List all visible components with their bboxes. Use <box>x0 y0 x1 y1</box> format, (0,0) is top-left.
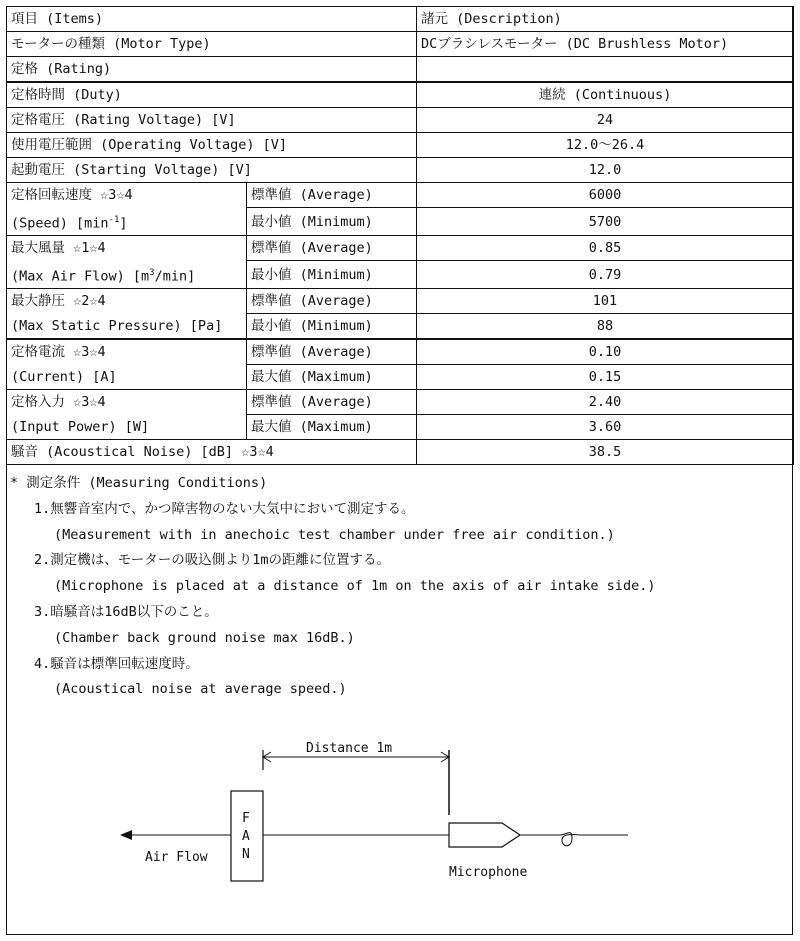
microphone-cable <box>520 833 628 846</box>
current-maximum-label: 最大値 (Maximum) <box>247 365 417 390</box>
airflow-label: 最大風量 ☆1☆4 <box>7 236 247 261</box>
table-row <box>7 183 794 208</box>
speed-minimum-value: 5700 <box>417 208 794 236</box>
microphone-icon <box>449 823 520 847</box>
fan-letter-a: A <box>242 829 250 844</box>
note-3-jp: 3.暗騒音は16dB以下のこと。 <box>34 603 218 620</box>
operating-voltage-value: 12.0～26.4 <box>417 133 794 158</box>
motor-type-value: DCブラシレスモーター (DC Brushless Motor) <box>417 32 794 57</box>
table-row <box>7 440 794 465</box>
current-label: 定格電流 ☆3☆4 <box>7 339 247 365</box>
note-1-en: (Measurement with in anechoic test chamber under free air condition.) <box>54 526 615 543</box>
table-row <box>7 390 794 415</box>
rating-label: 定格 (Rating) <box>7 57 417 83</box>
pressure-minimum-label: 最小値 (Minimum) <box>247 314 417 340</box>
airflow-unit-label: (Max Air Flow) $[m^3/\min]$ <box>7 261 247 289</box>
airflow-minimum-value: 0.79 <box>417 261 794 289</box>
airflow-average-value: 0.85 <box>417 236 794 261</box>
measuring-conditions <box>10 471 655 703</box>
airflow-average-label: 標準値 (Average) <box>247 236 417 261</box>
speed-label: 定格回転速度 ☆3☆4 <box>7 183 247 208</box>
pressure-average-value: 101 <box>417 289 794 314</box>
fan-letter-n: N <box>242 847 250 862</box>
header-items: 項目 (Items) <box>7 7 417 32</box>
table-row <box>7 57 794 83</box>
airflow-arrowhead <box>120 830 132 840</box>
current-unit-label: (Current) [A] <box>7 365 247 390</box>
note-2-jp: 2.測定機は、モーターの吸込側より1mの距離に位置する。 <box>34 552 390 569</box>
current-average-value: 0.10 <box>417 339 794 365</box>
table-row <box>7 339 794 365</box>
duty-value: 連続 (Continuous) <box>417 82 794 108</box>
pressure-average-label: 標準値 (Average) <box>247 289 417 314</box>
pressure-unit-label: (Max Static Pressure) [Pa] <box>7 314 247 340</box>
current-average-label: 標準値 (Average) <box>247 339 417 365</box>
input-power-average-label: 標準値 (Average) <box>247 390 417 415</box>
airflow-label: Air Flow <box>145 850 208 865</box>
note-1-jp: 1.無響音室内で、かつ障害物のない大気中において測定する。 <box>34 500 415 517</box>
operating-voltage-label: 使用電圧範囲 (Operating Voltage) [V] <box>7 133 417 158</box>
table-row <box>7 208 794 236</box>
table-row <box>7 236 794 261</box>
input-power-maximum-value: 3.60 <box>417 415 794 440</box>
note-2-en: (Microphone is placed at a distance of 1m on the axis of air intake side.) <box>54 578 656 595</box>
table-row <box>7 108 794 133</box>
table-row <box>7 314 794 340</box>
rating-value <box>417 57 794 83</box>
spec-table <box>6 6 794 465</box>
starting-voltage-label: 起動電圧 (Starting Voltage) [V] <box>7 158 417 183</box>
table-row <box>7 7 794 32</box>
notes-title: * 測定条件 (Measuring Conditions) <box>10 475 268 491</box>
table-row <box>7 82 794 108</box>
input-power-maximum-label: 最大値 (Maximum) <box>247 415 417 440</box>
speed-unit-label: (Speed) $[\min^{-1}]$ <box>7 208 247 236</box>
microphone-label: Microphone <box>449 865 528 880</box>
table-row <box>7 261 794 289</box>
rating-voltage-value: 24 <box>417 108 794 133</box>
measurement-diagram <box>0 730 800 900</box>
table-row <box>7 32 794 57</box>
table-row <box>7 415 794 440</box>
starting-voltage-value: 12.0 <box>417 158 794 183</box>
input-power-unit-label: (Input Power) [W] <box>7 415 247 440</box>
motor-type-label: モーターの種類 (Motor Type) <box>7 32 417 57</box>
speed-minimum-label: 最小値 (Minimum) <box>247 208 417 236</box>
note-4-en: (Acoustical noise at average speed.) <box>54 681 347 698</box>
pressure-minimum-value: 88 <box>417 314 794 340</box>
table-row <box>7 158 794 183</box>
speed-average-value: 6000 <box>417 183 794 208</box>
input-power-label: 定格入力 ☆3☆4 <box>7 390 247 415</box>
airflow-minimum-label: 最小値 (Minimum) <box>247 261 417 289</box>
rating-voltage-label: 定格電圧 (Rating Voltage) [V] <box>7 108 417 133</box>
table-row <box>7 289 794 314</box>
pressure-label: 最大静圧 ☆2☆4 <box>7 289 247 314</box>
speed-average-label: 標準値 (Average) <box>247 183 417 208</box>
input-power-average-value: 2.40 <box>417 390 794 415</box>
table-row <box>7 133 794 158</box>
distance-label: Distance 1m <box>306 741 393 756</box>
fan-letter-f: F <box>242 811 250 826</box>
duty-label: 定格時間 (Duty) <box>7 82 417 108</box>
header-description: 諸元 (Description) <box>417 7 794 32</box>
note-3-en: (Chamber back ground noise max 16dB.) <box>54 629 355 646</box>
noise-label: 騒音 (Acoustical Noise) [dB] ☆3☆4 <box>7 440 417 465</box>
current-maximum-value: 0.15 <box>417 365 794 390</box>
noise-value: 38.5 <box>417 440 794 465</box>
table-row <box>7 365 794 390</box>
note-4-jp: 4.騒音は標準回転速度時。 <box>34 655 199 672</box>
